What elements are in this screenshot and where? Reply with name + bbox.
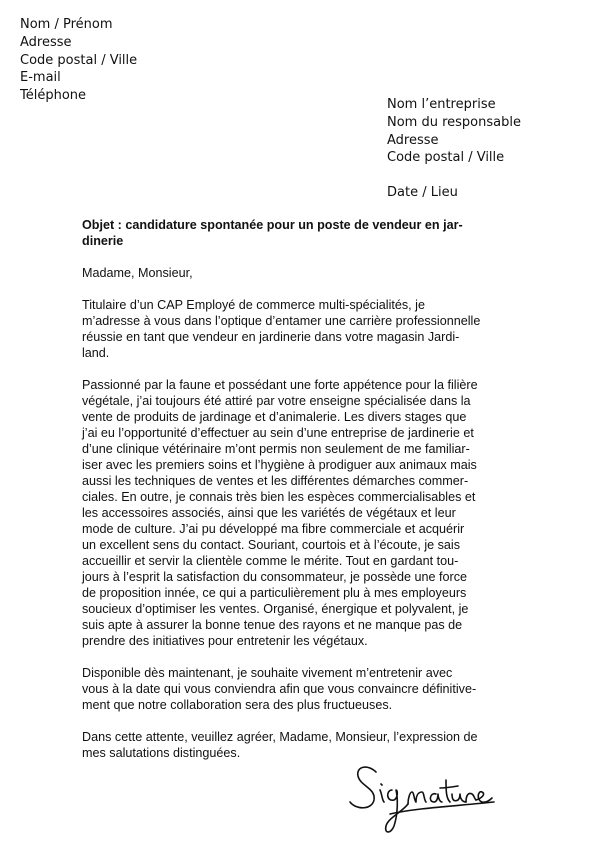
recipient-address: Adresse [387,132,439,148]
paragraph-line: accueillir et servir la clientèle comme le mérite. Tout en gardant tou- [82,554,459,568]
paragraph-line: iser avec les premiers soins et l’hygiène à prodiguer aux animaux mais [82,458,477,472]
subject-line-text: dinerie [82,234,124,248]
paragraph-line: j’ai eu l’opportunité d’effectuer au sein d’une entreprise de jardinerie et [82,426,474,440]
recipient-manager: Nom du responsable [387,114,521,130]
paragraph-line: ment que notre collaboration sera des plus fructueuses. [82,698,393,712]
paragraph-line: ciales. En outre, je connais très bien les espèces commercialisables et [82,490,476,504]
recipient-company: Nom l’entreprise [387,97,496,112]
sender-phone: Téléphone [20,88,87,104]
paragraph-line: vente de produits de jardinage et d’animalerie. Les divers stages que [82,410,467,424]
paragraph-line: végétale, j’ai toujours été attiré par votre enseigne spécialisée dans la [82,394,471,408]
salutation [82,265,514,281]
paragraph-line: Passionné par la faune et possédant une forte appétence pour la filière [82,378,478,392]
paragraph-line: vous à la date qui vous conviendra afin que vous convaincre définitive- [82,682,477,696]
paragraph-line: m’adresse à vous dans l’optique d’entamer une carrière professionnelle [82,314,481,328]
subject-line [82,217,514,249]
paragraph-line: mode de culture. J’ai pu développé ma fibre commerciale et acquérir [82,522,465,536]
sender-email: E-mail [20,70,61,86]
paragraph-line: suis apte à assurer la bonne tenue des rayons et ne manque pas de [82,618,463,632]
recipient-block [387,96,521,167]
sender-postal-city: Code postal / Ville [20,52,138,68]
paragraph-line: Disponible dès maintenant, je souhaite vivement m’entretenir avec [82,666,453,680]
paragraph-line: soucieux d’optimiser les ventes. Organisé, énergique et polyvalent, je [82,602,469,616]
paragraph-line: prendre des initiatives pour entretenir les végétaux. [82,634,368,648]
paragraph-line: d’une clinique vétérinaire m’ont permis non seulement de me familiar- [82,442,470,456]
sender-address: Adresse [20,34,72,50]
paragraph-line: un excellent sens du contact. Souriant, courtois et à l’écoute, je sais [82,538,461,552]
paragraph-line: mes salutations distinguées. [82,746,241,760]
handwritten-signature [346,762,496,840]
paragraph-line: Dans cette attente, veuillez agréer, Madame, Monsieur, l’expression de [82,730,478,744]
salutation-text: Madame, Monsieur, [82,266,193,280]
paragraph-line: les accessoires associés, ainsi que les variétés de végétaux et leur [82,506,456,520]
paragraph-line: land. [82,346,110,360]
closing-formula [82,729,514,761]
recipient-postal-city: Code postal / Ville [387,150,505,166]
paragraph-intro [82,297,514,361]
letter-body [82,217,514,777]
paragraph-line: aussi les techniques de ventes et les différentes démarches commer- [82,474,469,488]
date-place: Date / Lieu [387,185,458,200]
paragraph-line: réussie en tant que vendeur en jardinerie dans votre magasin Jardi- [82,330,460,344]
sender-block [20,16,137,105]
paragraph-line: jours à l’esprit la satisfaction du consommateur, je possède une force [82,570,468,584]
subject-line-text: Objet : candidature spontanée pour un poste de vendeur en jar- [82,218,463,232]
paragraph-experience [82,377,514,649]
paragraph-line: de proposition innée, ce qui a particulièrement plu à mes employeurs [82,586,467,600]
paragraph-availability [82,665,514,713]
paragraph-line: Titulaire d’un CAP Employé de commerce multi-spécialités, je [82,298,425,312]
sender-name: Nom / Prénom [20,17,113,32]
